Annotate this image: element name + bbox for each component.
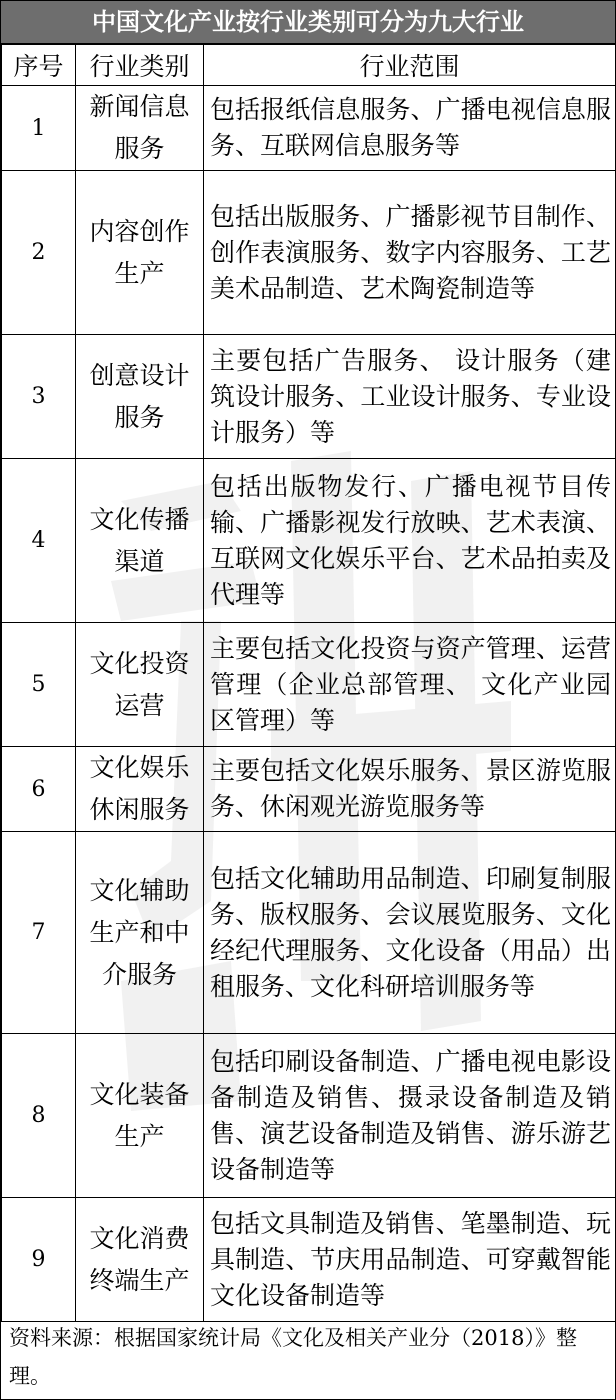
row-number: 1 (2, 86, 76, 171)
header-number: 序号 (2, 45, 76, 86)
table-row (2, 832, 616, 1034)
table-row (2, 335, 616, 459)
row-category: 内容创作生产 (76, 171, 204, 335)
header-scope: 行业范围 (204, 45, 616, 86)
row-category: 文化辅助生产和中介服务 (76, 832, 204, 1034)
row-scope: 主要包括广告服务、 设计服务（建筑设计服务、工业设计服务、专业设计服务）等 (204, 335, 616, 459)
table-row (2, 623, 616, 747)
row-scope: 主要包括文化娱乐服务、景区游览服务、休闲观光游览服务等 (204, 747, 616, 832)
table-row (2, 171, 616, 335)
source-note: 资料来源：根据国家统计局《文化及相关产业分（2018）》整理。 (9, 1326, 577, 1388)
industry-table (1, 44, 616, 1322)
row-number: 5 (2, 623, 76, 747)
row-number: 3 (2, 335, 76, 459)
row-category: 文化投资运营 (76, 623, 204, 747)
row-scope: 包括文具制造及销售、笔墨制造、玩具制造、节庆用品制造、可穿戴智能文化设备制造等 (204, 1198, 616, 1322)
table-row (2, 747, 616, 832)
table-row (2, 459, 616, 623)
row-category: 新闻信息服务 (76, 86, 204, 171)
row-category: 文化消费终端生产 (76, 1198, 204, 1322)
row-number: 4 (2, 459, 76, 623)
row-number: 2 (2, 171, 76, 335)
row-scope: 主要包括文化投资与资产管理、运营管理（企业总部管理、 文化产业园区管理）等 (204, 623, 616, 747)
row-number: 7 (2, 832, 76, 1034)
row-number: 6 (2, 747, 76, 832)
row-scope: 包括出版服务、广播影视节目制作、创作表演服务、数字内容服务、工艺美术品制造、艺术陶瓷制造等 (204, 171, 616, 335)
header-category: 行业类别 (76, 45, 204, 86)
row-number: 9 (2, 1198, 76, 1322)
table-title: 中国文化产业按行业类别可分为九大行业 (1, 1, 615, 44)
table-row (2, 1034, 616, 1198)
row-scope: 包括报纸信息服务、广播电视信息服务、互联网信息服务等 (204, 86, 616, 171)
table-row (2, 1198, 616, 1322)
row-scope: 包括文化辅助用品制造、印刷复制服务、版权服务、会议展览服务、文化经纪代理服务、文化设备（用品）出租服务、文化科研培训服务等 (204, 832, 616, 1034)
row-number: 8 (2, 1034, 76, 1198)
row-category: 文化装备生产 (76, 1034, 204, 1198)
row-scope: 包括印刷设备制造、广播电视电影设备制造及销售、摄录设备制造及销售、演艺设备制造及销售、游乐游艺设备制造等 (204, 1034, 616, 1198)
table-header-row (2, 45, 616, 86)
row-category: 文化娱乐休闲服务 (76, 747, 204, 832)
row-category: 创意设计服务 (76, 335, 204, 459)
row-category: 文化传播渠道 (76, 459, 204, 623)
table-row (2, 86, 616, 171)
row-scope: 包括出版物发行、广播电视节目传输、广播影视发行放映、艺术表演、互联网文化娱乐平台、艺术品拍卖及代理等 (204, 459, 616, 623)
